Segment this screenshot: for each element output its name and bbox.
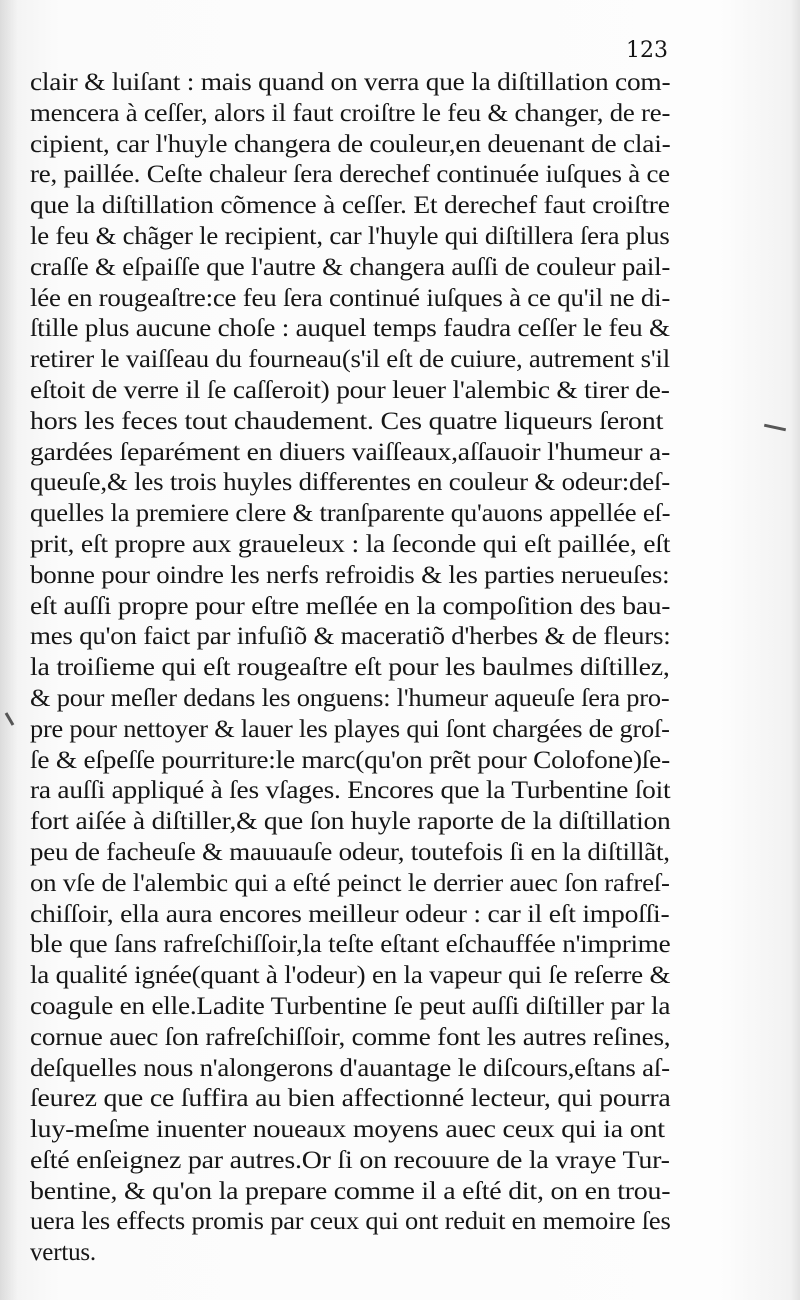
text-line: uera les effects promis par ceux qui ont reduit en memoire ſes [30,1208,671,1236]
text-line: ſe & eſpeſſe pourriture:le marc(qu'on prẽt pour Colofone)ſe- [30,746,670,774]
text-line: ra auſſi appliqué à ſes vſages. Encores que la Turbentine ſoit [30,777,671,805]
text-line: cipient, car l'huyle changera de couleur,en deuenant de clai- [30,130,671,158]
text-line: quelles la premiere clere & tranſparente qu'auons appellée eſ- [30,500,671,528]
text-line: fort aiſée à diſtiller,& que ſon huyle raporte de la diſtillation [30,808,671,836]
text-line: cornue auec ſon rafreſchiſſoir, comme font les autres reſines, [30,1023,671,1051]
ink-speck [5,712,15,726]
text-line: que la diſtillation cõmence à ceſſer. Et derechef faut croiſtre [30,192,670,220]
text-line: le feu & chãger le recipient, car l'huyle qui diſtillera ſera plus [30,222,670,250]
text-line: hors les feces tout chaudement. Ces quatre liqueurs ſeront [30,407,664,435]
text-line: la troiſieme qui eſt rougeaſtre eſt pour les baulmes diſtillez, [30,654,670,682]
text-line: mes qu'on faict par infuſiõ & maceratiõ d'herbes & de fleurs: [30,623,671,651]
text-line: craſſe & eſpaiſſe que l'autre & changera auſſi de couleur pail- [30,253,671,281]
text-line: coagule en elle.Ladite Turbentine ſe peut auſſi diſtiller par la [30,992,671,1020]
text-line: luy-meſme inuenter noueaux moyens auec ceux qui ia ont [30,1116,665,1144]
text-line: prit, eſt propre aux graueleux : la ſeconde qui eſt paillée, eſt [30,530,671,558]
text-line: retirer le vaiſſeau du fourneau(s'il eſt de cuiure, autrement s'il [30,346,670,374]
text-line: mencera à ceſſer, alors il faut croiſtre le feu & changer, de re- [30,99,671,127]
page-number: 123 [626,38,668,63]
text-line: & pour meſler dedans les onguens: l'humeur aqueuſe ſera pro- [30,684,670,712]
text-line: ſeurez que ce ſuffira au bien affectionné lecteur, qui pourra [30,1085,671,1113]
text-line: eſtoit de verre il ſe caſſeroit) pour leuer l'alembic & tirer de- [30,376,670,404]
text-line: bentine, & qu'on la prepare comme il a eſté dit, on en trou- [30,1177,671,1205]
text-line: eſté enſeignez par autres.Or ſi on recouure de la vraye Tur- [30,1146,670,1174]
text-line: queuſe,& les trois huyles differentes en couleur & odeur:deſ- [30,469,671,497]
text-line: la qualité ignée(quant à l'odeur) en la vapeur qui ſe reſerre & [30,962,671,990]
body-text [30,68,670,1269]
text-line: pre pour nettoyer & lauer les playes qui ſont chargées de groſ- [30,715,670,743]
text-line: ſtille plus aucune choſe : auquel temps faudra ceſſer le feu & [30,315,670,343]
text-line: lée en rougeaſtre:ce feu ſera continué iuſques à ce qu'il ne di- [30,284,671,312]
text-line: chiſſoir, ella aura encores meilleur odeur : car il eſt impoſſi- [30,900,670,928]
text-line: gardées ſeparément en diuers vaiſſeaux,aſſauoir l'humeur a- [30,438,671,466]
text-line: bonne pour oindre les nerfs refroidis & les parties nerueuſes: [30,561,670,589]
text-line: re, paillée. Ceſte chaleur ſera derechef continuée iuſques à ce [30,161,670,189]
text-line: vertus. [30,1239,96,1267]
text-line: ble que ſans rafreſchiſſoir,la teſte eſtant eſchauffée n'imprime [30,931,671,959]
text-line: deſquelles nous n'alongerons d'auantage le diſcours,eſtans aſ- [30,1054,670,1082]
ink-speck [764,424,786,432]
text-line: on vſe de l'alembic qui a eſté peinct le derrier auec ſon rafreſ- [30,869,670,897]
text-line: peu de facheuſe & mauuauſe odeur, toutefois ſi en la diſtillãt, [30,838,670,866]
text-line: clair & luiſant : mais quand on verra que la diſtillation com- [30,69,671,96]
text-line: eſt auſſi propre pour eſtre meſlée en la compoſition des bau- [30,592,671,620]
